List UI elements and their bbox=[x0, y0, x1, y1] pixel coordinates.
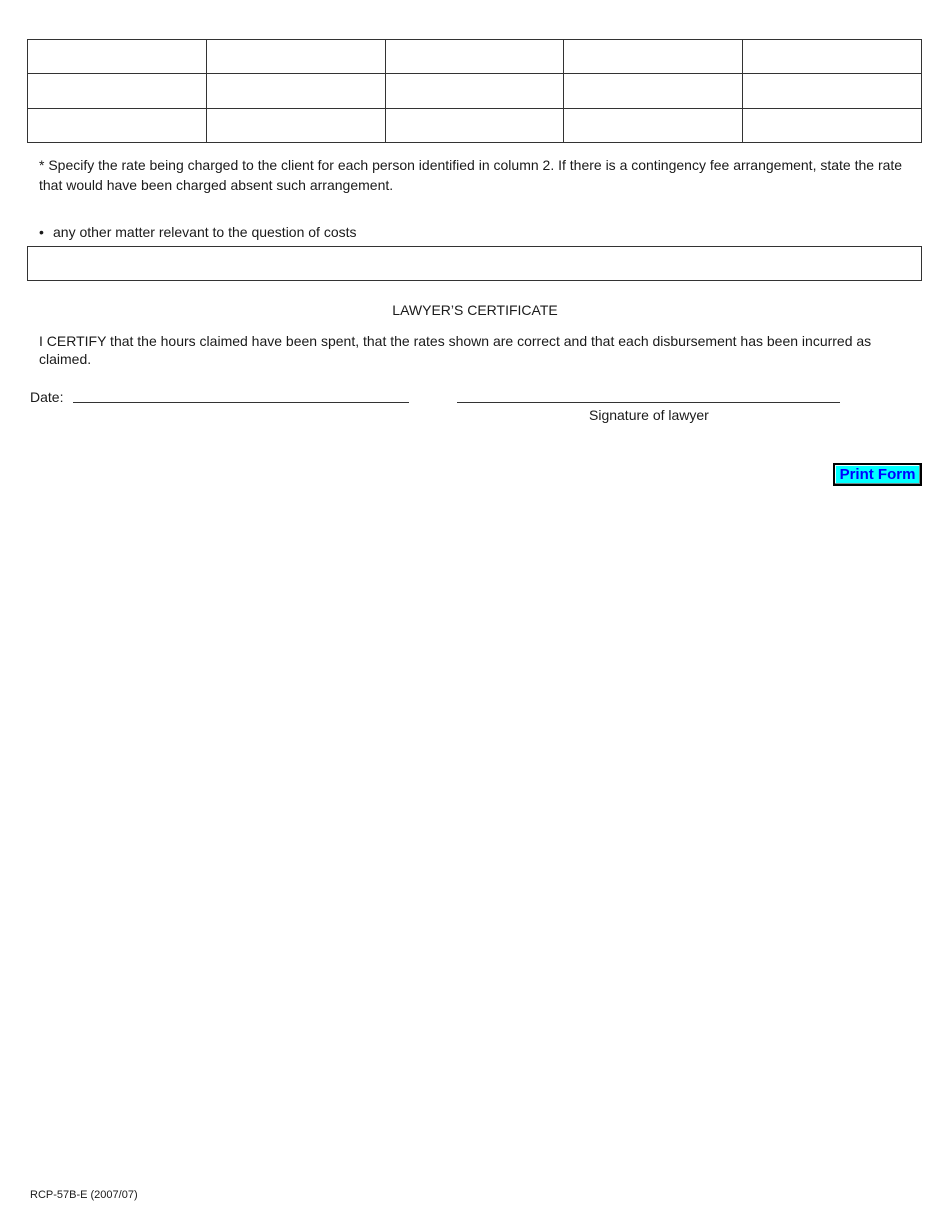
table-cell[interactable] bbox=[386, 109, 565, 143]
table-cell[interactable] bbox=[743, 109, 922, 143]
other-matter-field[interactable] bbox=[27, 246, 922, 281]
table-cell[interactable] bbox=[564, 74, 743, 108]
date-label: Date: bbox=[30, 389, 64, 405]
table-cell[interactable] bbox=[564, 40, 743, 74]
table-cell[interactable] bbox=[386, 40, 565, 74]
table-cell[interactable] bbox=[207, 109, 386, 143]
date-field[interactable] bbox=[73, 402, 409, 403]
table-cell[interactable] bbox=[386, 74, 565, 108]
table-cell[interactable] bbox=[28, 40, 207, 74]
print-form-button[interactable]: Print Form bbox=[833, 463, 922, 486]
table-cell[interactable] bbox=[28, 74, 207, 108]
certificate-text: I CERTIFY that the hours claimed have been spent, that the rates shown are correct and that each disbursement has been incurred as claimed. bbox=[39, 333, 872, 367]
table-cell[interactable] bbox=[743, 40, 922, 74]
certificate-title: LAWYER’S CERTIFICATE bbox=[392, 302, 558, 318]
signature-label: Signature of lawyer bbox=[589, 407, 709, 423]
form-id: RCP-57B-E (2007/07) bbox=[30, 1189, 138, 1201]
table-cell[interactable] bbox=[28, 109, 207, 143]
table-cell[interactable] bbox=[564, 109, 743, 143]
rate-footnote: * Specify the rate being charged to the client for each person identified in column 2. If there is a contingency fee arrangement, state the rate that would have been charged absent such arrangement. bbox=[39, 157, 903, 193]
bullet-dot-icon: • bbox=[39, 224, 44, 240]
bullet-item-text: any other matter relevant to the question of costs bbox=[53, 224, 357, 240]
signature-field[interactable] bbox=[457, 402, 840, 403]
table-cell[interactable] bbox=[207, 74, 386, 108]
table-cell[interactable] bbox=[207, 40, 386, 74]
table-cell[interactable] bbox=[743, 74, 922, 108]
bullet-item bbox=[39, 222, 357, 242]
rates-table bbox=[27, 39, 922, 143]
